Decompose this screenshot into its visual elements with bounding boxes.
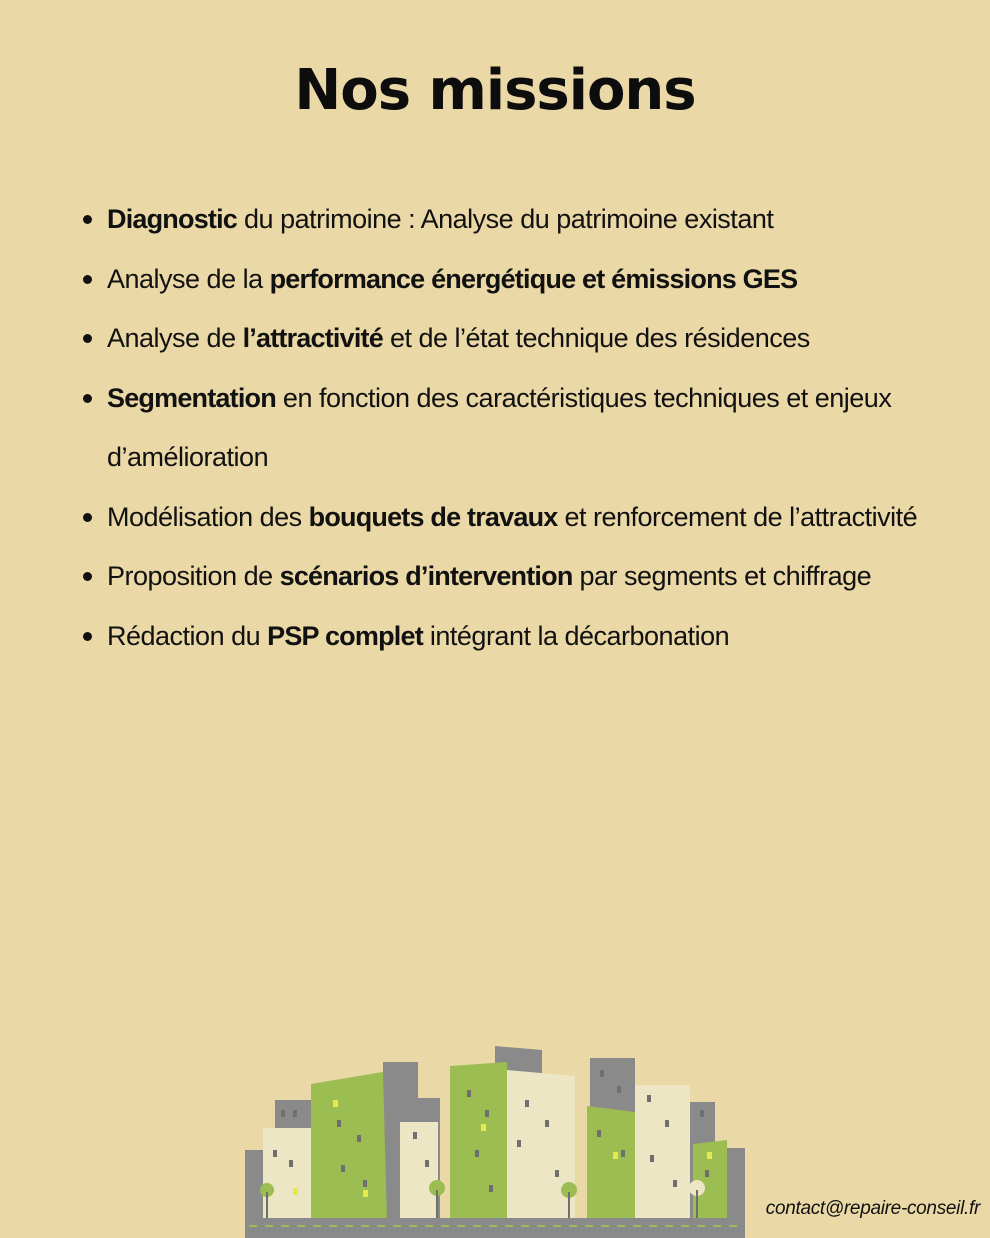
bullet-icon bbox=[83, 215, 92, 224]
mission-text: du patrimoine : Analyse du patrimoine existant bbox=[237, 204, 774, 234]
mission-keyword: scénarios d’intervention bbox=[279, 561, 573, 591]
mission-text: Rédaction du bbox=[107, 620, 268, 651]
mission-keyword: Diagnostic bbox=[107, 204, 238, 234]
mission-text: Proposition de bbox=[107, 561, 280, 591]
bullet-icon bbox=[83, 334, 92, 343]
bullet-icon bbox=[83, 394, 92, 403]
mission-text: intégrant la décarbonation bbox=[422, 620, 730, 651]
bullet-icon bbox=[83, 275, 92, 284]
mission-text: Modélisation des bbox=[107, 501, 309, 532]
mission-text: et de l’état technique des résidences bbox=[382, 323, 810, 353]
mission-item-diagnostic bbox=[78, 190, 938, 250]
bullet-icon bbox=[83, 632, 92, 641]
mission-item-psp bbox=[78, 607, 938, 667]
city-skyline-illustration bbox=[245, 1040, 745, 1238]
mission-text: par segments et chiffrage bbox=[572, 561, 872, 591]
mission-item-performance bbox=[78, 250, 938, 310]
mission-item-travaux bbox=[78, 488, 938, 548]
missions-list bbox=[78, 190, 938, 666]
bullet-icon bbox=[83, 513, 92, 522]
mission-item-scenarios bbox=[78, 547, 938, 607]
mission-item-segmentation bbox=[78, 369, 938, 488]
bullet-icon bbox=[83, 572, 92, 581]
mission-keyword: PSP complet bbox=[267, 620, 423, 651]
mission-text: en fonction des caractéristiques techniques et enjeux d’amélioration bbox=[107, 382, 892, 472]
mission-keyword: bouquets de travaux bbox=[308, 501, 558, 532]
mission-text: Analyse de la bbox=[107, 263, 270, 294]
mission-text: et renforcement de l’attractivité bbox=[557, 501, 918, 532]
page-title: Nos missions bbox=[294, 58, 696, 123]
mission-keyword: performance énergétique et émissions GES bbox=[269, 263, 798, 294]
mission-text: Analyse de bbox=[107, 323, 243, 353]
contact-email[interactable]: contact@repaire-conseil.fr bbox=[765, 1198, 980, 1219]
mission-keyword: l’attractivité bbox=[242, 323, 383, 353]
mission-keyword: Segmentation bbox=[107, 382, 276, 413]
mission-item-attractivite bbox=[78, 309, 938, 369]
